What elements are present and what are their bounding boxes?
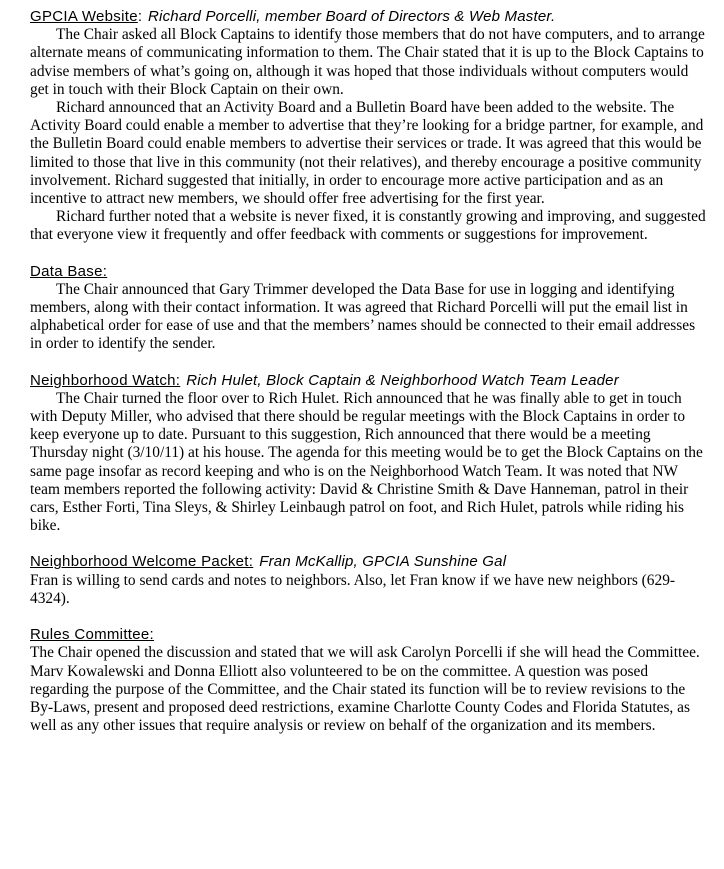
section-subtitle: Richard Porcelli, member Board of Directors & Web Master.	[148, 8, 556, 25]
paragraph: The Chair asked all Block Captains to identify those members that do not have computers, and to arrange alternate means of communicating information to them. The Chair stated that it is up to the Block Captains to advise members of what’s going on, although it was hoped that those individuals without computers would get in touch with their Block Captain on their own.	[30, 26, 705, 98]
heading-colon: :	[137, 8, 143, 25]
paragraph: The Chair opened the discussion and stated that we will ask Carolyn Porcelli if she will head the Committee. Marv Kowalewski and Donna Elliott also volunteered to be on the committee. A question was posed regarding the purpose of the Committee, and the Chair stated its function will be to review revisions to the By-Laws, present and proposed deed restrictions, examine Charlotte County Codes and Florida Statutes, as well as any other issues that require analysis or review on behalf of the organization and its members.	[30, 644, 700, 735]
section-welcome-packet	[30, 553, 710, 608]
section-heading	[30, 626, 710, 644]
paragraph: Richard announced that an Activity Board and a Bulletin Board have been added to the website. The Activity Board could enable a member to advertise that they’re looking for a bridge partner, for example, and the Bulletin Board could enable members to advertise their services or trade. It was agreed that this would be limited to those that live in this community (not their relatives), and thereby encourage a positive community involvement. Richard suggested that initially, in order to encourage more active participation and as an incentive to attract new members, we should offer free advertising for the first year.	[30, 99, 704, 208]
section-heading	[30, 263, 710, 281]
section-title: GPCIA Website	[30, 8, 138, 25]
section-heading	[30, 372, 710, 390]
paragraph: Richard further noted that a website is never fixed, it is constantly growing and improving, and suggested that everyone view it frequently and offer feedback with comments or suggestions for improvement.	[30, 208, 706, 244]
section-title: Data Base:	[30, 262, 108, 280]
paragraph: The Chair announced that Gary Trimmer developed the Data Base for use in logging and identifying members, along with their contact information. It was agreed that Richard Porcelli will put the email list in alphabetical order for ease of use and that the members’ names should be connected to their email addresses in order to identify the sender.	[30, 280, 696, 353]
section-subtitle: Fran McKallip, GPCIA Sunshine Gal	[259, 553, 507, 571]
section-website	[30, 8, 710, 245]
section-subtitle: Rich Hulet, Block Captain & Neighborhood Watch Team Leader	[186, 371, 619, 389]
paragraph: The Chair turned the floor over to Rich Hulet. Rich announced that he was finally able to get in touch with Deputy Miller, who advised that there should be regular meetings with the Block Captains in order to keep everyone up to date. Pursuant to this suggestion, Rich announced that there would be a meeting Thursday night (3/10/11) at his house. The agenda for this meeting would be to get the Block Captains on the same page insofar as record keeping and who is on the Neighborhood Watch Team. It was noted that NW team members reported the following activity: David & Christine Smith & Dave Hanneman, patrol in their cars, Esther Forti, Tina Sleys, & Shirley Leinbaugh patrol on foot, and Rich Hulet, patrols while riding his bike.	[30, 389, 703, 535]
section-rules-committee	[30, 626, 710, 735]
section-title: Rules Committee:	[30, 626, 155, 644]
paragraph: Fran is willing to send cards and notes to neighbors. Also, let Fran know if we have new neighbors (629-4324).	[30, 571, 676, 607]
section-heading	[30, 8, 710, 26]
section-neighborhood-watch	[30, 372, 710, 536]
section-title: Neighborhood Welcome Packet:	[30, 553, 254, 571]
section-database	[30, 263, 710, 354]
section-heading	[30, 553, 710, 571]
section-title: Neighborhood Watch:	[30, 371, 181, 389]
document-page	[30, 8, 710, 735]
